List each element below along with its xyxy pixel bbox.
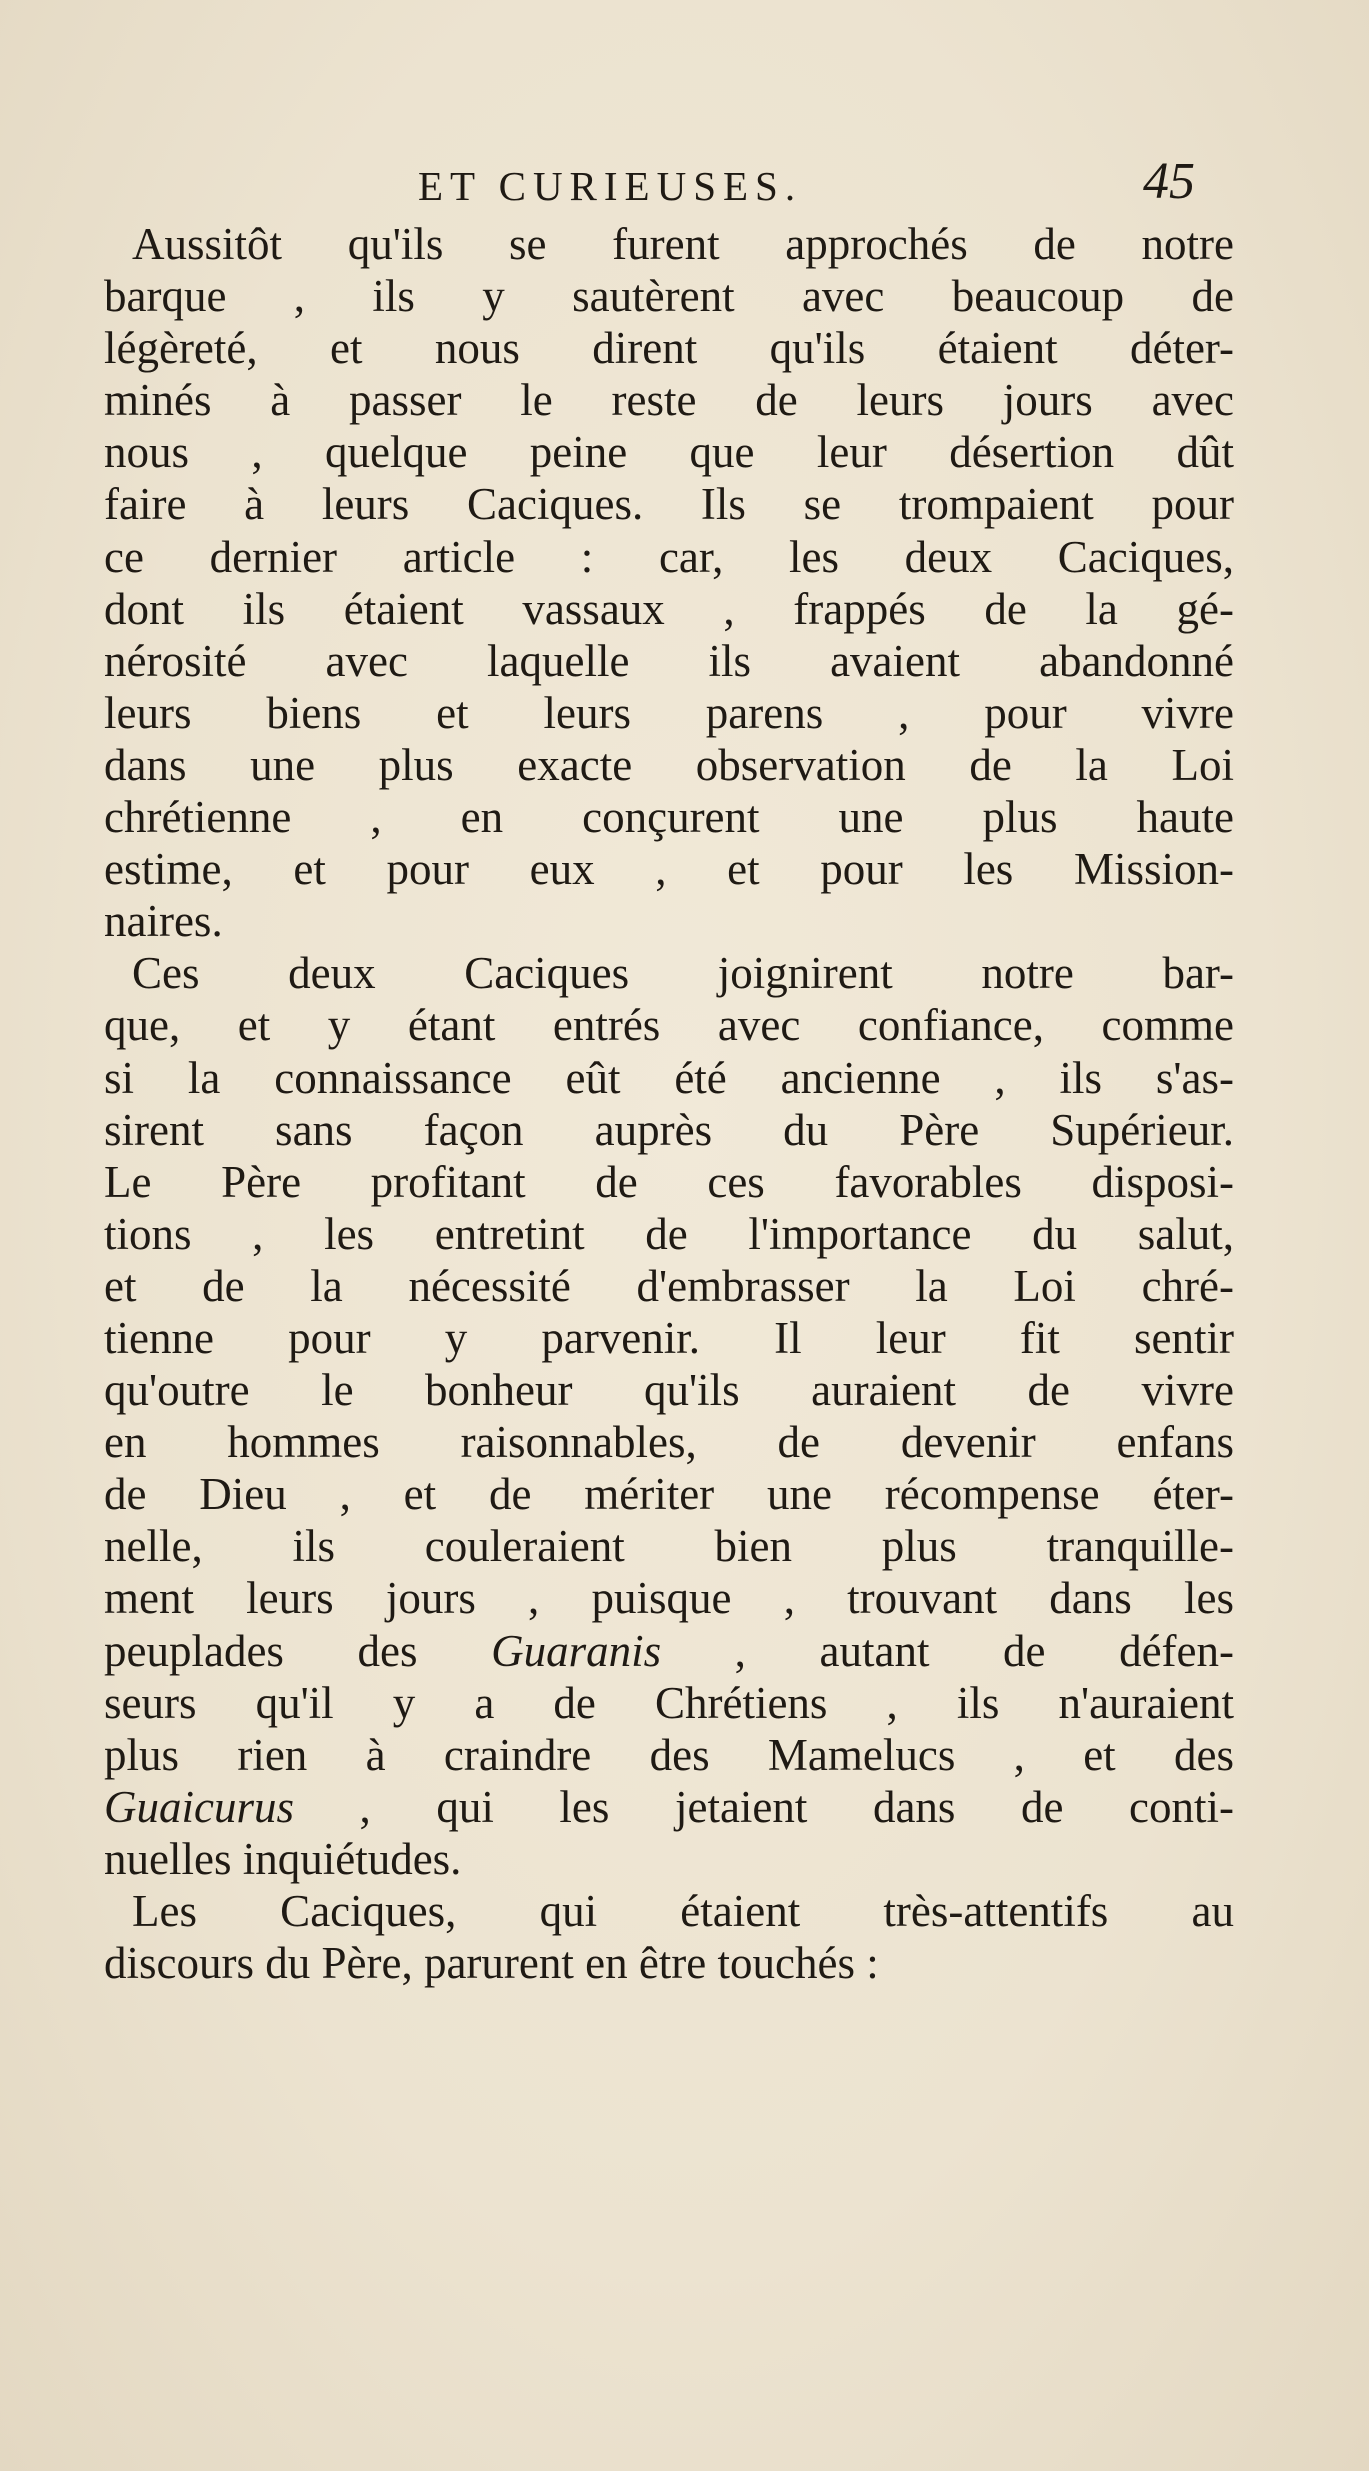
text-line: dans une plus exacte observation de la Loi <box>104 739 1234 790</box>
text-line: estime, et pour eux , et pour les Mission- <box>104 844 1234 895</box>
text-line: naires. <box>104 896 223 947</box>
italic-term-guaicurus: Guaicurus <box>104 1781 294 1832</box>
text-line <box>104 1781 1234 1833</box>
text-line: ce dernier article : car, les deux Caciques, <box>104 531 1234 582</box>
text-line: légèreté, et nous dirent qu'ils étaient déter- <box>104 323 1234 374</box>
text-line: tienne pour y parvenir. Il leur fit sentir <box>104 1312 1234 1363</box>
text-line: seurs qu'il y a de Chrétiens , ils n'auraient <box>104 1677 1234 1728</box>
text-line: minés à passer le reste de leurs jours avec <box>104 375 1234 426</box>
running-title: ET CURIEUSES. <box>418 163 803 209</box>
text-line: sirent sans façon auprès du Père Supérieur. <box>104 1104 1234 1155</box>
text-segment: peuplades des <box>104 1625 492 1676</box>
page-header <box>0 153 1369 220</box>
page-number: 45 <box>1143 153 1195 210</box>
text-line: ment leurs jours , puisque , trouvant dans les <box>104 1573 1234 1624</box>
text-line <box>104 1625 1234 1677</box>
text-segment: , autant de défen- <box>661 1625 1235 1676</box>
text-line: et de la nécessité d'embrasser la Loi chré- <box>104 1260 1234 1311</box>
text-line: qu'outre le bonheur qu'ils auraient de vivre <box>104 1365 1234 1416</box>
text-line: tions , les entretint de l'importance du salut, <box>104 1208 1234 1259</box>
text-segment: , qui les jetaient dans de conti- <box>294 1781 1234 1832</box>
text-line: chrétienne , en conçurent une plus haute <box>104 792 1234 843</box>
text-line: en hommes raisonnables, de devenir enfans <box>104 1417 1234 1468</box>
text-line: barque , ils y sautèrent avec beaucoup de <box>104 271 1234 322</box>
italic-term-guaranis: Guaranis <box>491 1625 662 1676</box>
text-line: nelle, ils couleraient bien plus tranquille- <box>104 1521 1234 1572</box>
text-line: Les Caciques, qui étaient très-attentifs au <box>132 1886 1234 1936</box>
text-line: nuelles inquiétudes. <box>104 1833 462 1884</box>
text-line: plus rien à craindre des Mamelucs , et des <box>104 1729 1234 1780</box>
text-line: Ces deux Caciques joignirent notre bar- <box>132 948 1234 999</box>
text-line: nérosité avec laquelle ils avaient abandonné <box>104 635 1234 686</box>
text-line: que, et y étant entrés avec confiance, comme <box>104 1000 1234 1051</box>
text-line: nous , quelque peine que leur désertion dût <box>104 427 1234 478</box>
text-line: discours du Père, parurent en être touchés : <box>104 1938 879 1989</box>
text-line: si la connaissance eût été ancienne , ils s'as- <box>104 1052 1234 1103</box>
text-line: Aussitôt qu'ils se furent approchés de notre <box>132 219 1234 269</box>
text-line: faire à leurs Caciques. Ils se trompaient pour <box>104 479 1234 530</box>
text-line: de Dieu , et de mériter une récompense éter- <box>104 1469 1234 1520</box>
body-text <box>104 218 1234 1989</box>
text-line: dont ils étaient vassaux , frappés de la gé- <box>104 583 1234 634</box>
text-line: Le Père profitant de ces favorables disposi- <box>104 1156 1234 1207</box>
text-line: leurs biens et leurs parens , pour vivre <box>104 687 1234 738</box>
